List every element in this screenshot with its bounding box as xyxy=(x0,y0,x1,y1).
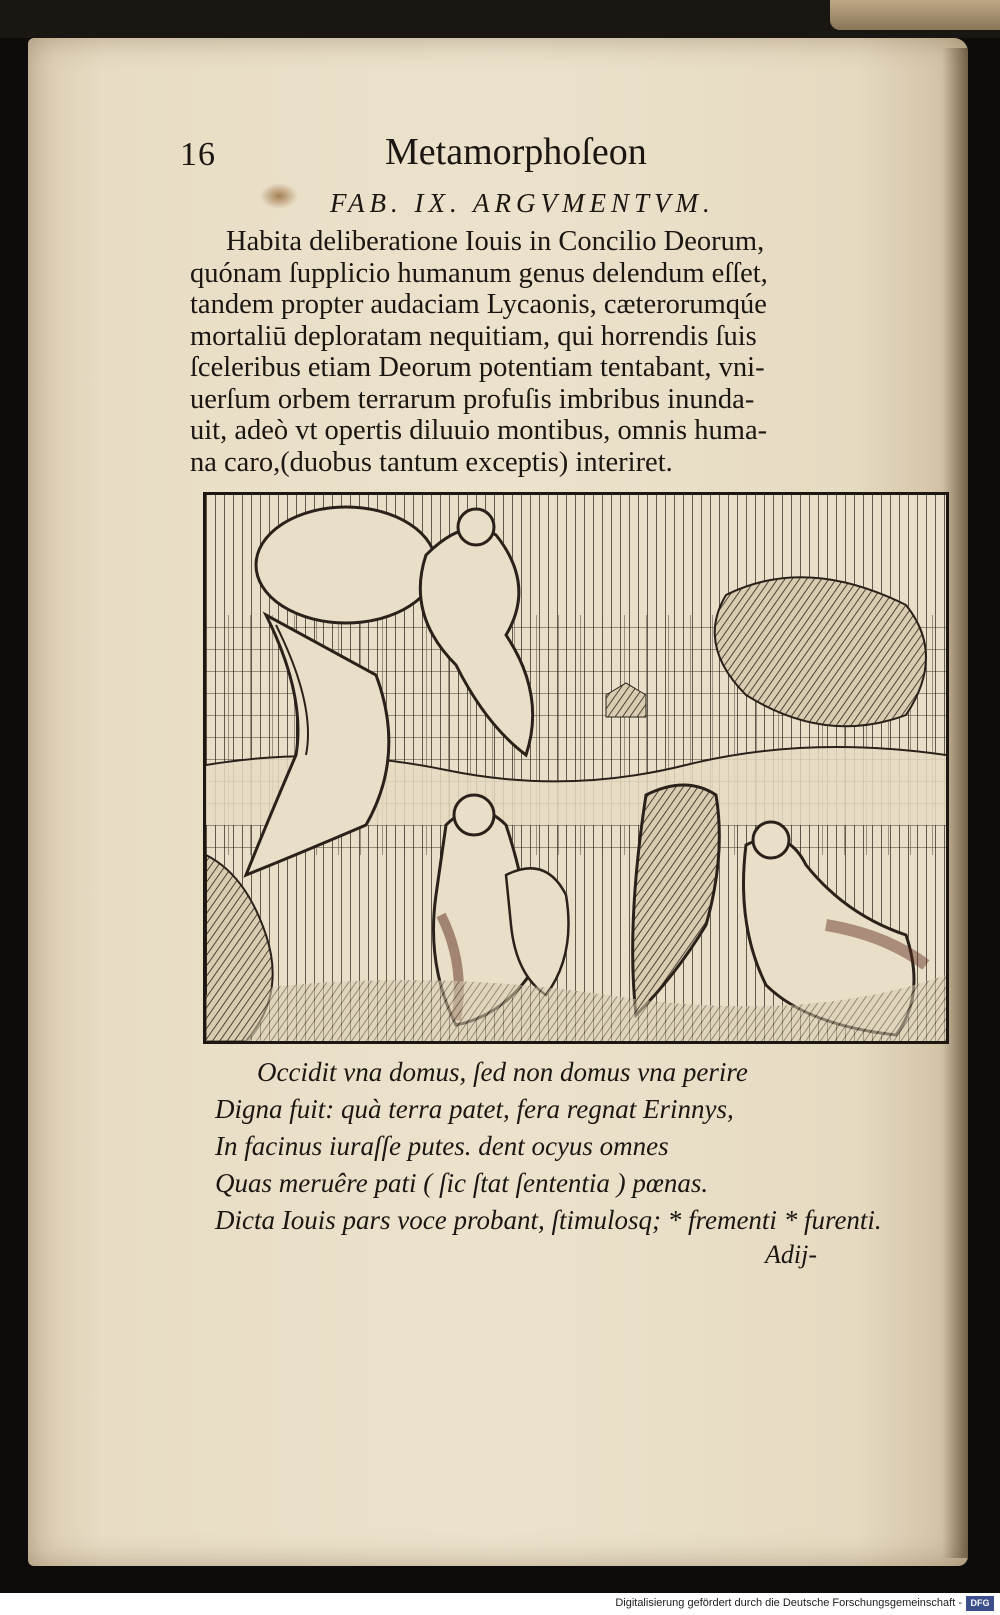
argument-paragraph xyxy=(190,226,940,478)
fable-title: FAB. IX. ARGVMENTVM. xyxy=(330,188,715,218)
argument-line: mortaliū deploratam nequitiam, qui horrendis ſuis xyxy=(190,320,757,352)
argument-line: ſceleribus etiam Deorum potentiam tentabant, vni- xyxy=(190,352,765,383)
dfg-logo: DFG xyxy=(966,1596,994,1611)
verse-line: Digna fuit: quà terra patet, fera regnat Erinnys, xyxy=(215,1094,734,1124)
verse-line: In facinus iuraſſe putes. dent ocyus omnes xyxy=(215,1131,669,1161)
verse-line: Quas meruêre pati ( ſic ſtat ſententia ) pœnas. xyxy=(215,1168,709,1198)
digitization-footer xyxy=(0,1593,1000,1615)
flood-woodcut-illustration xyxy=(203,492,949,1044)
argument-line: uerſum orbem terrarum profuſis imbribus inunda- xyxy=(190,383,755,415)
verse-line: Dicta Iouis pars voce probant, ſtimulosq; * frementi * furenti. xyxy=(215,1205,882,1235)
verse-block xyxy=(215,1054,955,1239)
verse-line: Occidit vna domus, ſed non domus vna perire xyxy=(257,1057,748,1087)
argument-line: tandem propter audaciam Lycaonis, cæterorumqúe xyxy=(190,289,767,320)
page-header xyxy=(180,130,900,180)
funding-credit: Digitalisierung gefördert durch die Deutsche Forschungsgemeinschaft - xyxy=(615,1597,962,1609)
running-title: Metamorphoſeon xyxy=(385,131,647,173)
catchword: Adij- xyxy=(765,1240,817,1269)
argument-line: na caro,(duobus tantum exceptis) interiret. xyxy=(190,446,673,478)
woodcut-drawing xyxy=(206,495,946,1041)
ink-stain xyxy=(260,183,298,209)
page-number: 16 xyxy=(180,136,216,173)
top-background xyxy=(0,0,1000,38)
adjacent-page-edge xyxy=(830,0,1000,30)
argument-line: quónam ſupplicio humanum genus delendum eſſet, xyxy=(190,257,768,289)
argument-line: Habita deliberatione Iouis in Concilio Deorum, xyxy=(226,226,765,257)
argument-line: uit, adeò vt opertis diluuio montibus, omnis huma- xyxy=(190,415,768,446)
